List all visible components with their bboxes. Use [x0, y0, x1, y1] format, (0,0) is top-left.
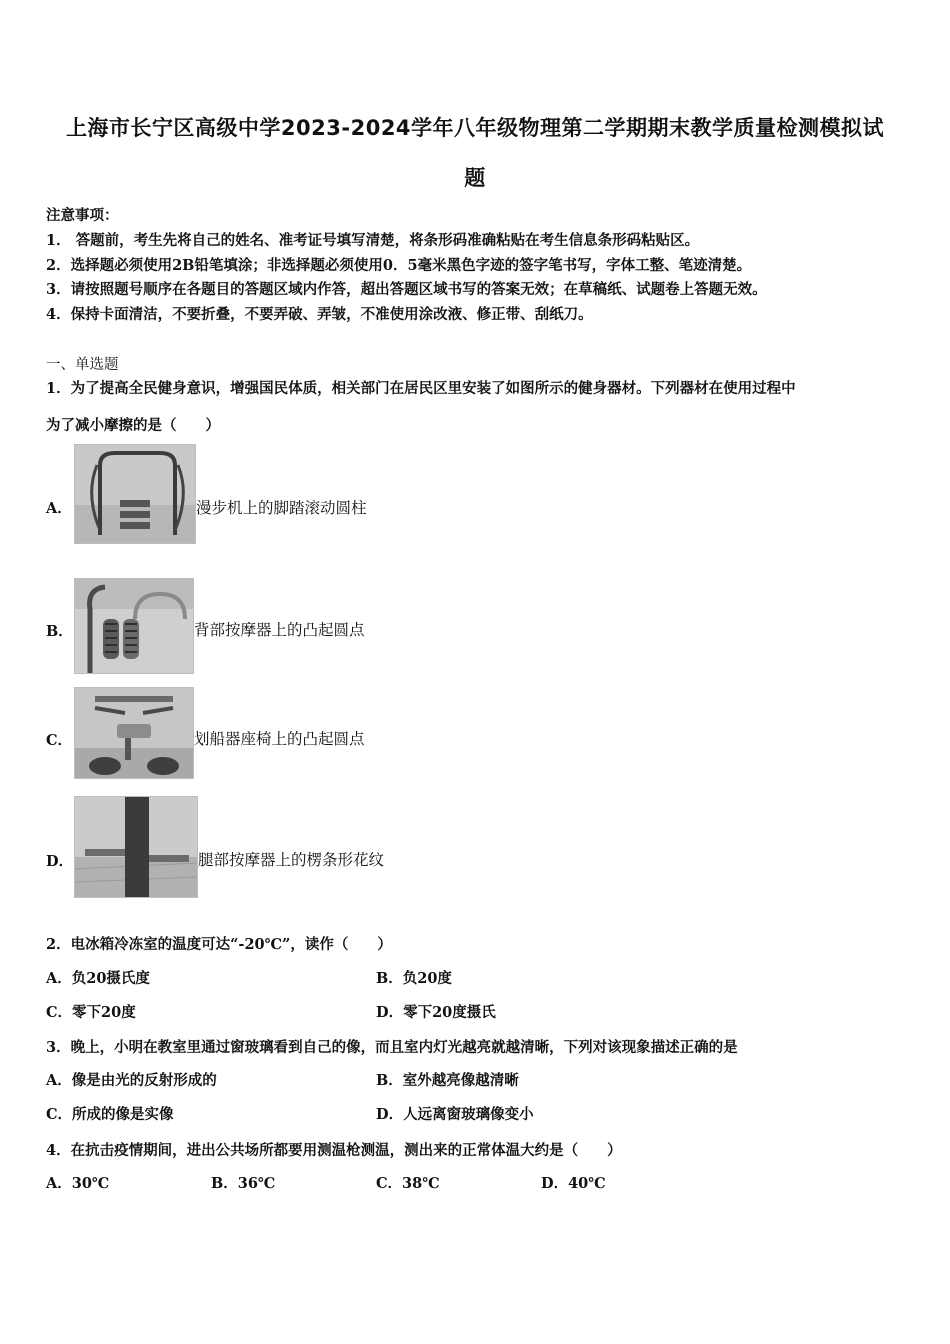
section-title: 一、单选题	[46, 357, 119, 373]
option-letter: C．	[46, 732, 73, 749]
rowing-machine-photo	[74, 687, 194, 779]
title-line-2: 题	[464, 166, 486, 190]
notice-item: 2．选择题必须使用2B铅笔填涂；非选择题必须使用0．5毫米黑色字迹的签字笔书写，字体工整、笔迹清楚。	[46, 257, 752, 274]
question-stem: 4．在抗击疫情期间，进出公共场所都要用测温枪测温，测出来的正常体温大约是（ ）	[46, 1142, 622, 1159]
option-b: B．室外越亮像越清晰	[376, 1072, 519, 1089]
back-massager-photo	[74, 578, 194, 674]
walking-machine-photo	[74, 444, 196, 544]
option-text: 腿部按摩器上的楞条形花纹	[198, 851, 385, 869]
notice-item: 4．保持卡面清洁，不要折叠，不要弄破、弄皱，不准使用涂改液、修正带、刮纸刀。	[46, 306, 593, 323]
notice-heading: 注意事项：	[46, 207, 119, 224]
option-letter: B．	[46, 623, 73, 640]
question-stem: 3．晚上，小明在教室里通过窗玻璃看到自己的像，而且室内灯光越亮就越清晰，下列对该现象描述正确的是	[46, 1039, 738, 1056]
notice-item: 3．请按照题号顺序在各题目的答题区域内作答，超出答题区域书写的答案无效；在草稿纸、试题卷上答题无效。	[46, 281, 767, 298]
option-a: A．像是由光的反射形成的	[46, 1072, 217, 1089]
question-stem: 1．为了提高全民健身意识，增强国民体质，相关部门在居民区里安装了如图所示的健身器材。下列器材在使用过程中	[46, 380, 796, 397]
option-c: C．所成的像是实像	[46, 1106, 174, 1123]
option-text: 划船器座椅上的凸起圆点	[194, 730, 365, 748]
option-b: B．负20度	[376, 970, 452, 987]
option-letter: A．	[46, 500, 72, 517]
option-d: D．人远离窗玻璃像变小	[376, 1106, 534, 1123]
option-d: D．40℃	[541, 1175, 606, 1192]
leg-massager-photo	[74, 796, 198, 898]
option-b: B．36℃	[211, 1175, 276, 1192]
option-c: C．零下20度	[46, 1004, 136, 1021]
notice-item: 1． 答题前，考生先将自己的姓名、准考证号填写清楚，将条形码准确粘贴在考生信息条形码粘贴区。	[46, 232, 700, 249]
question-stem: 2．电冰箱冷冻室的温度可达“-20℃”，读作（ ）	[46, 936, 392, 953]
title-line-1: 上海市长宁区高级中学2023-2024学年八年级物理第二学期期末教学质量检测模拟试	[65, 116, 885, 140]
option-d: D．零下20度摄氏	[376, 1004, 496, 1021]
option-c: C．38℃	[376, 1175, 440, 1192]
option-text: 背部按摩器上的凸起圆点	[194, 621, 365, 639]
option-letter: D．	[46, 853, 74, 870]
option-a: A．30℃	[46, 1175, 110, 1192]
option-a: A．负20摄氏度	[46, 970, 150, 987]
option-text: 漫步机上的脚踏滚动圆柱	[196, 499, 367, 517]
question-stem: 为了减小摩擦的是（ ）	[46, 417, 220, 434]
